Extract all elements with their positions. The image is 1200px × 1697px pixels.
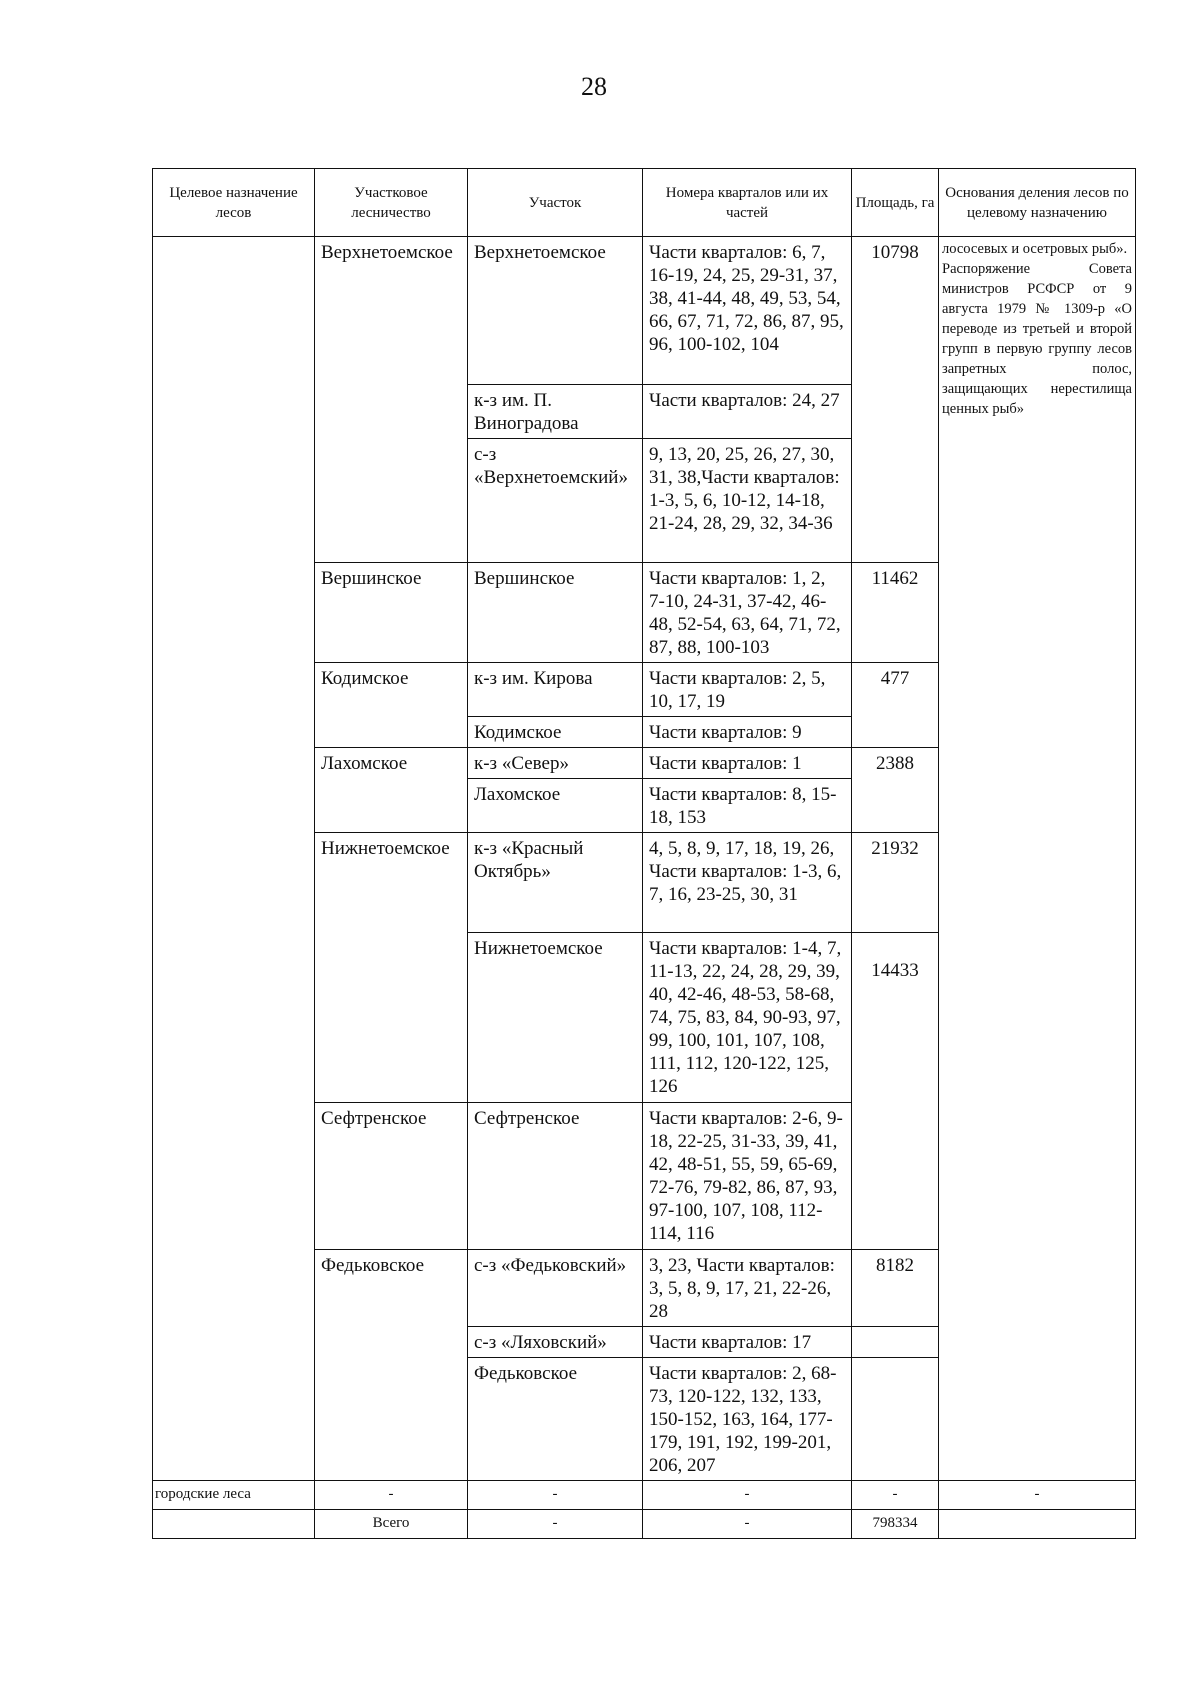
plot-cell: Лахомское bbox=[468, 779, 643, 833]
quarters-cell: Части кварталов: 1 bbox=[643, 748, 852, 779]
plot-cell: Сефтренское bbox=[468, 1103, 643, 1250]
total-label: Всего bbox=[315, 1510, 468, 1539]
area-cell: 11462 bbox=[852, 563, 939, 663]
plot-cell: Верхнетоемское bbox=[468, 237, 643, 385]
header-purpose: Целевое назначение лесов bbox=[153, 169, 315, 237]
plot-cell: Нижнетоемское bbox=[468, 933, 643, 1103]
basis-cell bbox=[939, 237, 1136, 1481]
header-basis: Основания деления лесов по целевому назначению bbox=[939, 169, 1136, 237]
area-cell: 21932 bbox=[852, 833, 939, 933]
quarters-cell: - bbox=[643, 1510, 852, 1539]
plot-cell: к-з им. П. Виноградова bbox=[468, 385, 643, 439]
plot-cell: Кодимское bbox=[468, 717, 643, 748]
total-area: 798334 bbox=[852, 1510, 939, 1539]
area-cell bbox=[852, 1358, 939, 1481]
basis-cell bbox=[939, 1510, 1136, 1539]
quarters-cell: Части кварталов: 24, 27 bbox=[643, 385, 852, 439]
quarters-cell: Части кварталов: 2-6, 9-18, 22-25, 31-33, 39, 41, 42, 48-51, 55, 59, 65-69, 72-76, 79-82, 86, 87, 93, 97-100, 107, 108, 112-114, 116 bbox=[643, 1103, 852, 1250]
plot-cell: к-з «Красный Октябрь» bbox=[468, 833, 643, 933]
header-area: Площадь, га bbox=[852, 169, 939, 237]
header-quarters: Номера кварталов или их частей bbox=[643, 169, 852, 237]
plot-cell: с-з «Федьковский» bbox=[468, 1250, 643, 1327]
forestry-cell: Верхнетоемское bbox=[315, 237, 468, 563]
forestry-cell: Кодимское bbox=[315, 663, 468, 748]
forestry-cell: Вершинское bbox=[315, 563, 468, 663]
purpose-cell bbox=[153, 1510, 315, 1539]
area-cell: 14433 bbox=[852, 933, 939, 1250]
forestry-cell: Сефтренское bbox=[315, 1103, 468, 1250]
quarters-cell: Части кварталов: 1, 2, 7-10, 24-31, 37-42, 46-48, 52-54, 63, 64, 71, 72, 87, 88, 100-103 bbox=[643, 563, 852, 663]
area-cell: 2388 bbox=[852, 748, 939, 833]
quarters-cell: Части кварталов: 6, 7, 16-19, 24, 25, 29-31, 37, 38, 41-44, 48, 49, 53, 54, 66, 67, 71, 72, 86, 87, 95, 96, 100-102, 104 bbox=[643, 237, 852, 385]
quarters-cell: - bbox=[643, 1481, 852, 1510]
basis-text-2: Распоряжение Совета министров РСФСР от 9 августа 1979 № 1309-р «О переводе из третьей и второй групп в первую группу лесов запретных полос, защищающих нерестилища ценных рыб» bbox=[942, 261, 1132, 417]
plot-cell: - bbox=[468, 1481, 643, 1510]
table-row bbox=[153, 237, 1136, 385]
quarters-cell: Части кварталов: 1-4, 7, 11-13, 22, 24, 28, 29, 39, 40, 42-46, 48-53, 58-68, 74, 75, 83, 84, 90-93, 97, 99, 100, 101, 107, 108, 111, 112, 120-122, 125, 126 bbox=[643, 933, 852, 1103]
purpose-cell: городские леса bbox=[153, 1481, 315, 1510]
quarters-cell: 4, 5, 8, 9, 17, 18, 19, 26, Части кварталов: 1-3, 6, 7, 16, 23-25, 30, 31 bbox=[643, 833, 852, 933]
area-cell: 10798 bbox=[852, 237, 939, 563]
header-forestry: Участковое лесничество bbox=[315, 169, 468, 237]
quarters-cell: Части кварталов: 8, 15-18, 153 bbox=[643, 779, 852, 833]
table-row-total bbox=[153, 1510, 1136, 1539]
forestry-cell: Федьковское bbox=[315, 1250, 468, 1481]
quarters-cell: 9, 13, 20, 25, 26, 27, 30, 31, 38,Части кварталов: 1-3, 5, 6, 10-12, 14-18, 21-24, 28, 29, 32, 34-36 bbox=[643, 439, 852, 563]
basis-text-1: лососевых и осетровых рыб». bbox=[942, 241, 1128, 257]
area-cell bbox=[852, 1327, 939, 1358]
quarters-cell: Части кварталов: 17 bbox=[643, 1327, 852, 1358]
header-plot: Участок bbox=[468, 169, 643, 237]
page-number: 28 bbox=[581, 72, 607, 101]
plot-cell: с-з «Верхнетоемский» bbox=[468, 439, 643, 563]
area-cell: 8182 bbox=[852, 1250, 939, 1327]
plot-cell: к-з «Север» bbox=[468, 748, 643, 779]
plot-cell: к-з им. Кирова bbox=[468, 663, 643, 717]
forestry-cell: - bbox=[315, 1481, 468, 1510]
plot-cell: Федьковское bbox=[468, 1358, 643, 1481]
quarters-cell: 3, 23, Части кварталов: 3, 5, 8, 9, 17, 21, 22-26, 28 bbox=[643, 1250, 852, 1327]
area-cell: - bbox=[852, 1481, 939, 1510]
plot-cell: - bbox=[468, 1510, 643, 1539]
quarters-cell: Части кварталов: 2, 5, 10, 17, 19 bbox=[643, 663, 852, 717]
basis-cell: - bbox=[939, 1481, 1136, 1510]
table-row-city-forest bbox=[153, 1481, 1136, 1510]
quarters-cell: Части кварталов: 9 bbox=[643, 717, 852, 748]
forest-purpose-table bbox=[152, 168, 1136, 1539]
quarters-cell: Части кварталов: 2, 68-73, 120-122, 132, 133, 150-152, 163, 164, 177-179, 191, 192, 199-201, 206, 207 bbox=[643, 1358, 852, 1481]
forestry-cell: Нижнетоемское bbox=[315, 833, 468, 1103]
area-cell: 477 bbox=[852, 663, 939, 748]
header-row bbox=[153, 169, 1136, 237]
forestry-cell: Лахомское bbox=[315, 748, 468, 833]
plot-cell: Вершинское bbox=[468, 563, 643, 663]
purpose-cell bbox=[153, 237, 315, 1481]
plot-cell: с-з «Ляховский» bbox=[468, 1327, 643, 1358]
